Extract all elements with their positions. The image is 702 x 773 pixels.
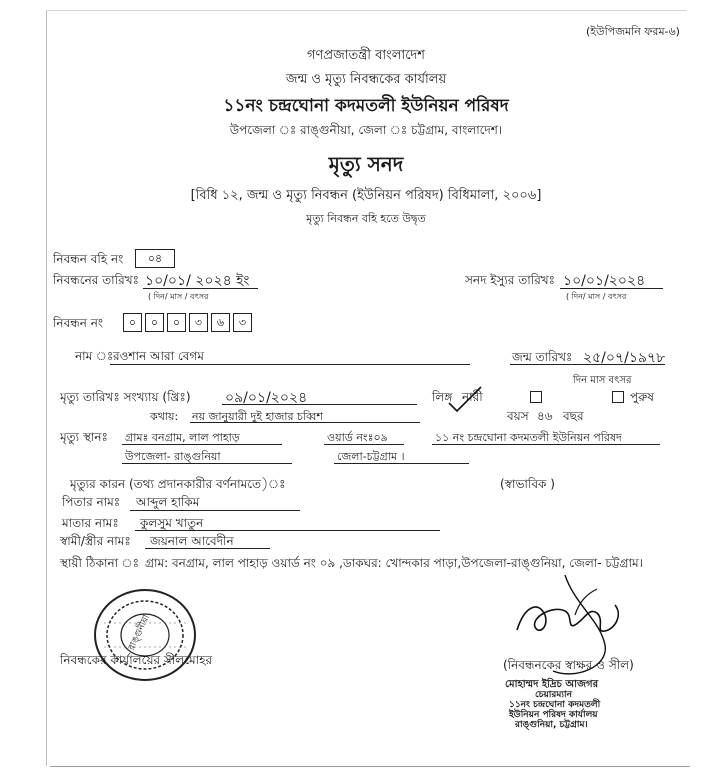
in-words-underline [190,422,420,423]
stamp-line-union: ১১নং চন্দ্রঘোনা কদমতলী [509,700,601,710]
mother-label: মাতার নামঃ [62,516,119,530]
reg-no-digit: ৩ [189,313,208,332]
stamp-line-name: মোহাম্মদ ইদ্রিচ আজগর [505,679,599,690]
dob-underline [510,364,665,365]
cause-label: মৃত্যুর কারন (তথ্য প্রদানকারীর বর্ণনামতে)ঃ [70,477,286,491]
issue-date-format: ( দিন/ মাস / বৎসর [566,292,627,301]
name-underline [110,364,470,365]
dob-label: জন্ম তারিখঃ [512,350,573,364]
village-underline [122,444,282,445]
death-place-ward: ওয়ার্ড নংঃ০৯ [327,431,388,444]
death-place-district: জেলা-চট্টগ্রাম । [337,450,405,463]
tick-mark-icon [445,385,485,415]
stamp-line-office: ইউনিয়ন পরিষদ কার্যালয় [509,710,598,720]
address-value: গ্রাম: বনগ্রাম, লাল পাহাড় ওয়ার্ড নং ০৯ ,ডাকঘর: খোন্দকার পাড়া,উপজেলা-রাঙ্গুনিয়া, জেলা- চট্টগ্রাম। [145,556,643,570]
spouse-underline [145,548,270,549]
death-date-label: মৃত্যু তারিখঃ সংখ্যায় (খ্রিঃ) [60,390,191,404]
age-label: বয়স [507,409,529,423]
district-underline [334,463,469,464]
stamp-line-title: চেয়ারম্যান [535,690,572,700]
upazila-underline [122,463,292,464]
header-union: ১১নং চন্দ্রঘোনা কদমতলী ইউনিয়ন পরিষদ [223,96,509,116]
issue-date-value: ১০/০১/২০২৪ [563,273,646,289]
form-code: (ইউপিজমনি ফরম-৬) [586,25,680,38]
father-underline [130,510,300,511]
father-value: আব্দুল হাকিম [136,495,200,509]
ward-underline [324,444,404,445]
spouse-value: জয়নাল আবেদীন [150,534,234,548]
gender-female-label: নারী [462,390,483,404]
in-words-value: নয় জানুয়ারী দুই হাজার চব্বিশ [192,410,323,423]
reg-date-label: নিবন্ধনের তারিখঃ [53,273,139,287]
address-label: স্থায়ী ঠিকানা ঃ [60,556,140,570]
gender-male-label: পুরুষ [630,390,654,404]
reg-no-digit: ০ [167,313,186,332]
certificate-title: মৃত্যু সনদ [328,152,404,176]
reg-no-label: নিবন্ধন নং [53,316,104,330]
dob-value: ২৫/০৭/১৯৭৮ [583,350,666,366]
death-place-union: ১১ নং চন্দ্রঘোনা কদমতলী ইউনিয়ন পরিষদ [435,431,622,444]
in-words-label: কথায়: [150,410,179,423]
rule-reference: [বিধি ১২, জন্ম ও মৃত্যু নিবন্ধন (ইউনিয়ন পরিষদ) বিধিমালা, ২০০৬] [190,188,542,203]
stamp-line-address: রাঙ্গুনিয়া, চট্টগ্রাম। [515,720,588,730]
reg-no-digit: ৬ [211,313,230,332]
issue-date-label: সনদ ইস্যুর তারিখঃ [465,273,556,287]
dob-format: দিন মাস বৎসর [573,375,632,386]
gender-label: লিঙ্গ [432,390,453,404]
book-no-value: ০৪ [135,249,175,268]
spouse-label: স্বামী/স্ত্রীর নামঃ [60,534,131,548]
death-place-upazila: উপজেলা- রাঙ্গুনিয়া [125,450,221,463]
male-checkbox[interactable] [612,391,624,403]
reg-no-digit: ০ [145,313,164,332]
reg-no-digit: ৩ [233,313,252,332]
name-value: রওশান আরা বেগম [113,349,204,363]
reg-date-value: ১০/০১/ ২০২৪ ইং [145,273,250,289]
female-checkbox[interactable] [530,391,542,403]
age-value: ৪৬ [537,409,553,423]
certificate-subtitle: মৃত্যু নিবন্ধন বহি হতে উদ্বৃত [306,212,426,225]
union-underline [432,444,660,445]
death-place-label: মৃত্যু স্থানঃ [60,430,108,444]
book-no-label: নিবন্ধন বহি নং [53,252,124,266]
death-date-value: ০৯/০১/২০২৪ [225,390,308,406]
chairman-stamp [505,680,600,730]
reg-date-format: ( দিন/ মাস / বৎসর [148,292,209,301]
father-label: পিতার নামঃ [62,495,121,509]
death-place-village: গ্রামঃ বনগ্রাম, লাল পাহাড় [125,431,240,444]
issue-date-underline [560,288,663,289]
reg-no-digit: ০ [123,313,142,332]
cause-value: (স্বাভাবিক ) [500,477,555,491]
seal-label: নিবন্ধকের কার্যালয়ের সীলমোহর [60,653,213,667]
header-address: উপজেলা ঃ রাঙ্গুনীয়া, জেলা ঃ চট্টগ্রাম, বাংলাদেশ। [229,123,503,137]
header-country: গণপ্রজাতন্ত্রী বাংলাদেশ [307,48,425,63]
signature-label: (নিবন্ধনকের স্বাক্ষর ও সীল) [503,658,634,672]
age-unit: বছর [563,409,584,423]
name-label: নাম ঃ [75,349,114,363]
reg-date-underline [143,288,258,289]
death-date-underline [222,404,417,405]
mother-value: কুলসুম খাতুন [140,516,204,530]
seal-center-text: রাঙ্গুনীয়া [126,613,153,653]
header-office: জন্ম ও মৃত্যু নিবন্ধকের কার্যালয় [285,72,447,87]
bottom-border [50,766,690,767]
mother-underline [135,530,440,531]
